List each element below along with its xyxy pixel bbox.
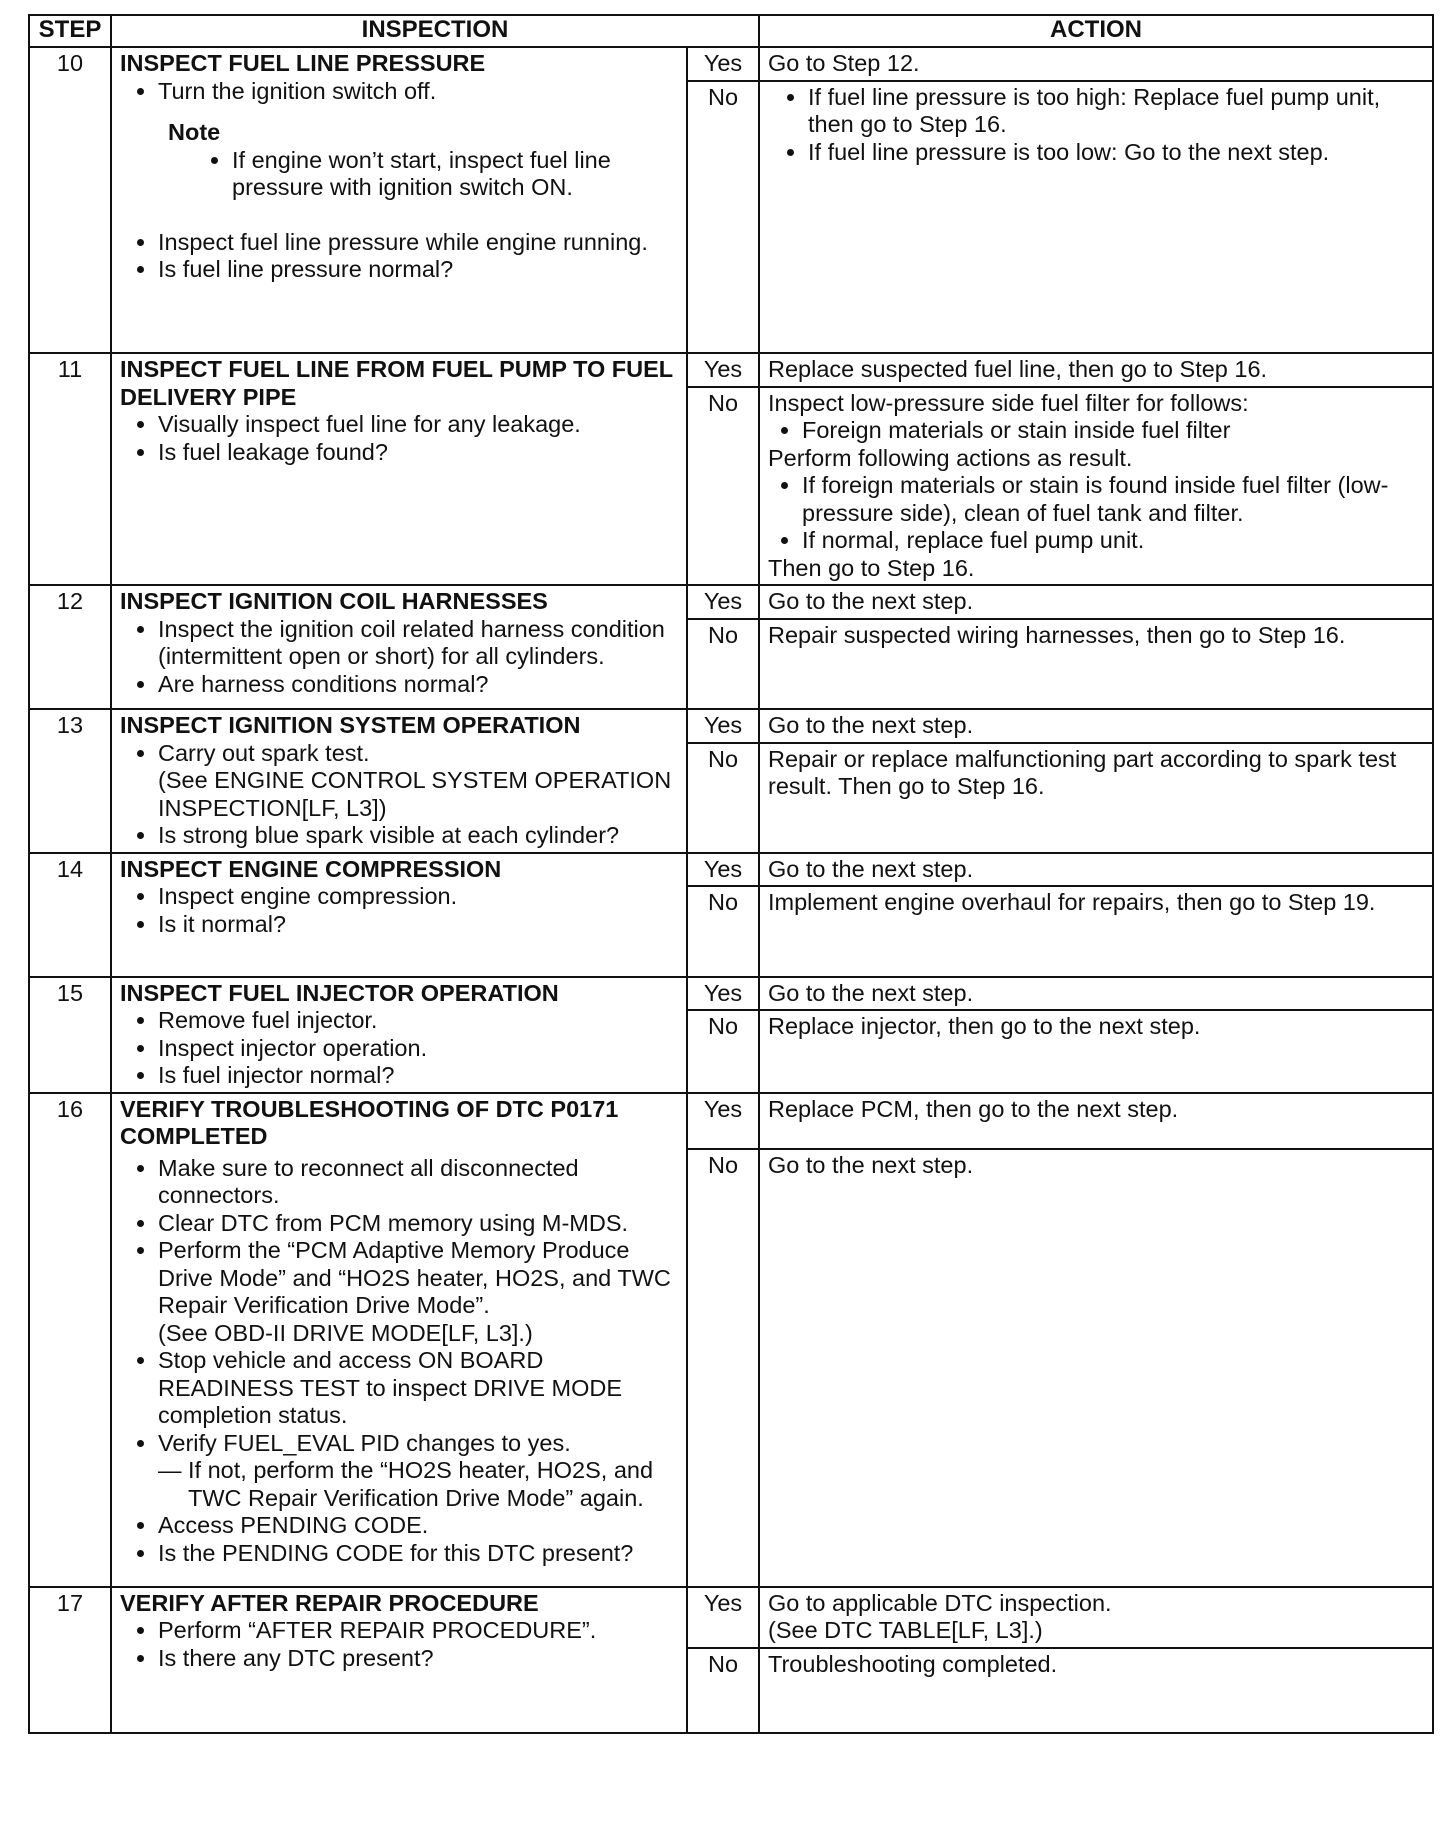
inspection-item: • Are harness conditions normal? — [158, 671, 678, 699]
inspection-item: • Is it normal? — [158, 911, 678, 939]
action-line: Inspect low-pressure side fuel filter for follows: — [768, 389, 1249, 416]
yes-label: Yes — [687, 709, 759, 743]
yes-action: Go to the next step. — [759, 853, 1433, 887]
no-label: No — [687, 81, 759, 354]
yes-label: Yes — [687, 977, 759, 1011]
step-17-yes-row — [29, 1587, 1433, 1648]
yes-action: Go to the next step. — [759, 977, 1433, 1011]
no-action: Repair suspected wiring harnesses, then go to Step 16. — [759, 619, 1433, 710]
action-item: • If foreign materials or stain is found inside fuel filter (low-pressure side), clean of fuel tank and filter. — [802, 472, 1424, 527]
inspection-cell — [111, 977, 687, 1093]
inspection-item: • Access PENDING CODE. — [158, 1512, 678, 1540]
sub-instruction: — If not, perform the “HO2S heater, HO2S, and TWC Repair Verification Drive Mode” again. — [158, 1457, 654, 1511]
no-label: No — [687, 1010, 759, 1093]
note-title: Note — [168, 119, 221, 145]
step-12-yes-row — [29, 585, 1433, 619]
inspection-item: • Is fuel leakage found? — [158, 439, 678, 467]
header-inspection: INSPECTION — [111, 15, 759, 47]
inspection-cell — [111, 1093, 687, 1587]
no-action — [759, 387, 1433, 586]
inspection-list — [120, 1155, 678, 1568]
no-action: Troubleshooting completed. — [759, 1648, 1433, 1733]
inspection-item — [158, 1237, 678, 1347]
inspection-item: • Is fuel injector normal? — [158, 1062, 678, 1090]
inspection-list — [120, 411, 678, 466]
inspection-list — [120, 78, 678, 106]
inspection-item: • Inspect engine compression. — [158, 883, 678, 911]
inspection-item: • Turn the ignition switch off. — [158, 78, 678, 106]
yes-action: Replace PCM, then go to the next step. — [759, 1093, 1433, 1149]
action-line: Then go to Step 16. — [768, 554, 975, 581]
inspection-item: • Stop vehicle and access ON BOARD READINESS TEST to inspect DRIVE MODE completion status. — [158, 1347, 678, 1430]
step-number: 12 — [29, 585, 111, 709]
inspection-item: • Visually inspect fuel line for any leakage. — [158, 411, 678, 439]
inspection-item: • Perform “AFTER REPAIR PROCEDURE”. — [158, 1617, 678, 1645]
step-14-yes-row — [29, 853, 1433, 887]
inspection-item: • Remove fuel injector. — [158, 1007, 678, 1035]
inspection-cell — [111, 47, 687, 353]
action-item: • If fuel line pressure is too low: Go to the next step. — [808, 139, 1424, 167]
yes-label: Yes — [687, 1093, 759, 1149]
inspection-list — [120, 1007, 678, 1090]
inspection-cell — [111, 1587, 687, 1733]
step-15-yes-row — [29, 977, 1433, 1011]
header-step: STEP — [29, 15, 111, 47]
yes-action: Go to the next step. — [759, 709, 1433, 743]
step-16-yes-row — [29, 1093, 1433, 1149]
inspection-cell — [111, 709, 687, 853]
inspection-title: INSPECT FUEL LINE PRESSURE — [120, 50, 486, 76]
inspection-title: INSPECT IGNITION COIL HARNESSES — [120, 588, 548, 614]
troubleshooting-sheet — [28, 14, 1432, 1734]
inspection-list — [120, 229, 678, 284]
inspection-title: VERIFY TROUBLESHOOTING OF DTC P0171 COMPLETED — [120, 1095, 619, 1149]
action-list — [768, 472, 1424, 555]
inspection-item: • Make sure to reconnect all disconnected connectors. — [158, 1155, 678, 1210]
note-list — [120, 147, 678, 202]
step-10-yes-row — [29, 47, 1433, 81]
troubleshooting-table — [28, 14, 1434, 1734]
yes-action: Go to Step 12. — [759, 47, 1433, 81]
inspection-list — [120, 740, 678, 850]
inspection-item: • Is the PENDING CODE for this DTC present? — [158, 1540, 678, 1568]
action-line: Perform following actions as result. — [768, 444, 1133, 471]
inspection-item: • Inspect the ignition coil related harness condition (intermittent open or short) for all cylinders. — [158, 616, 678, 671]
action-item: • If normal, replace fuel pump unit. — [802, 527, 1424, 555]
yes-label: Yes — [687, 585, 759, 619]
inspection-item-text: Perform the “PCM Adaptive Memory Produce Drive Mode” and “HO2S heater, HO2S, and TWC Repair Verification Drive Mode”. — [158, 1237, 671, 1318]
inspection-item — [158, 1430, 678, 1513]
inspection-cell — [111, 585, 687, 709]
inspection-item-text: Carry out spark test. — [158, 739, 370, 766]
step-11-yes-row — [29, 353, 1433, 387]
inspection-item: • Inspect injector operation. — [158, 1035, 678, 1063]
inspection-item: • Is fuel line pressure normal? — [158, 256, 678, 284]
inspection-title: INSPECT ENGINE COMPRESSION — [120, 855, 502, 882]
inspection-item: • Is strong blue spark visible at each cylinder? — [158, 822, 678, 850]
inspection-item: • Clear DTC from PCM memory using M-MDS. — [158, 1210, 678, 1238]
inspection-item-text: Verify FUEL_EVAL PID changes to yes. — [158, 1429, 571, 1456]
step-number: 17 — [29, 1587, 111, 1733]
action-list — [768, 417, 1424, 445]
yes-label: Yes — [687, 1587, 759, 1648]
inspection-title: INSPECT IGNITION SYSTEM OPERATION — [120, 712, 581, 738]
action-text: Go to applicable DTC inspection. — [768, 1589, 1112, 1616]
note-item: • If engine won’t start, inspect fuel line pressure with ignition switch ON. — [232, 147, 678, 202]
action-list — [768, 84, 1424, 167]
inspection-cell — [111, 353, 687, 585]
yes-action — [759, 1587, 1433, 1648]
inspection-item: • Inspect fuel line pressure while engine running. — [158, 229, 678, 257]
yes-label: Yes — [687, 853, 759, 887]
inspection-list — [120, 616, 678, 699]
yes-action: Replace suspected fuel line, then go to Step 16. — [759, 353, 1433, 387]
yes-action: Go to the next step. — [759, 585, 1433, 619]
action-item: • Foreign materials or stain inside fuel filter — [802, 417, 1424, 445]
inspection-title: VERIFY AFTER REPAIR PROCEDURE — [120, 1589, 539, 1616]
no-action: Go to the next step. — [759, 1149, 1433, 1587]
no-action: Replace injector, then go to the next step. — [759, 1010, 1433, 1093]
step-number: 13 — [29, 709, 111, 853]
no-label: No — [687, 1149, 759, 1587]
no-action: Implement engine overhaul for repairs, then go to Step 19. — [759, 886, 1433, 977]
action-item: • If fuel line pressure is too high: Replace fuel pump unit, then go to Step 16. — [808, 84, 1424, 139]
reference-text: (See OBD-II DRIVE MODE[LF, L3].) — [158, 1319, 533, 1346]
yes-label: Yes — [687, 47, 759, 81]
step-number: 15 — [29, 977, 111, 1093]
no-label: No — [687, 619, 759, 710]
step-number: 14 — [29, 853, 111, 977]
inspection-title: INSPECT FUEL LINE FROM FUEL PUMP TO FUEL DELIVERY PIPE — [120, 356, 673, 410]
no-label: No — [687, 743, 759, 853]
inspection-title: INSPECT FUEL INJECTOR OPERATION — [120, 979, 559, 1006]
header-action: ACTION — [759, 15, 1433, 47]
step-number: 11 — [29, 353, 111, 585]
inspection-list — [120, 883, 678, 938]
yes-label: Yes — [687, 353, 759, 387]
step-number: 16 — [29, 1093, 111, 1587]
inspection-item — [158, 740, 678, 823]
no-action: Repair or replace malfunctioning part according to spark test result. Then go to Step 16. — [759, 743, 1433, 853]
inspection-cell — [111, 853, 687, 977]
inspection-list — [120, 1617, 678, 1672]
reference-text: (See DTC TABLE[LF, L3].) — [768, 1617, 1043, 1643]
step-13-yes-row — [29, 709, 1433, 743]
no-label: No — [687, 886, 759, 977]
reference-text: (See ENGINE CONTROL SYSTEM OPERATION INSPECTION[LF, L3]) — [158, 767, 672, 821]
inspection-item: • Is there any DTC present? — [158, 1645, 678, 1673]
no-label: No — [687, 1648, 759, 1733]
no-label: No — [687, 387, 759, 586]
no-action — [759, 81, 1433, 354]
header-row — [29, 15, 1433, 47]
step-number: 10 — [29, 47, 111, 353]
